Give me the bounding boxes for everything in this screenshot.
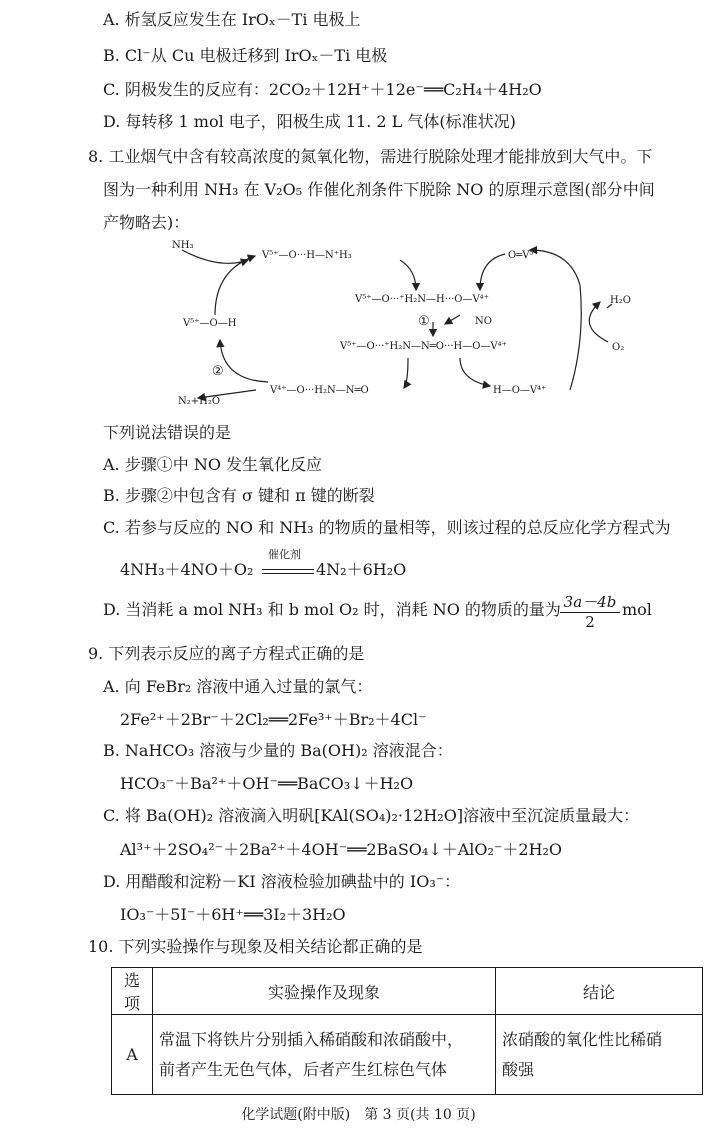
species-6: O═V⁵⁺: [508, 250, 539, 261]
n2-h2o-label: N₂+H₂O: [178, 396, 221, 407]
q9-option-d: D. 用醋酸和淀粉－KI 溶液检验加碘盐中的 IO₃⁻：: [103, 872, 461, 891]
q9-b-equation: HCO₃⁻＋Ba²⁺＋OH⁻══BaCO₃↓＋H₂O: [120, 774, 414, 793]
q9-c-equation: Al³⁺＋2SO₄²⁻＋2Ba²⁺＋4OH⁻══2BaSO₄↓＋AlO₂⁻＋2H₂O: [120, 840, 563, 859]
species-4: V⁴⁺—O···H₂N—N═O: [270, 385, 369, 396]
q8-c-equation-right: 4N₂＋6H₂O: [316, 560, 407, 579]
q8-d-unit: mol: [622, 600, 652, 619]
row-a-option: A: [112, 1015, 153, 1095]
step2-marker: ②: [212, 364, 224, 379]
row-a-operation-line1: 常温下将铁片分别插入稀硝酸和浓硝酸中，: [159, 1029, 464, 1049]
q9-option-c: C. 将 Ba(OH)₂ 溶液滴入明矾[KAl(SO₄)₂·12H₂O]溶液中至沉淀质量最大：: [103, 806, 640, 825]
species-2: V⁵⁺—O···⁺H₂N—H···O—V⁴⁺: [355, 294, 489, 305]
header-conclusion: 结论: [496, 968, 703, 1015]
no-label: NO: [475, 316, 492, 327]
row-a-operation: [153, 1015, 496, 1095]
q10-table: [111, 967, 703, 1095]
q8-c-equation-left: 4NH₃＋4NO＋O₂: [120, 560, 254, 579]
q7-option-d: D. 每转移 1 mol 电子，阳极生成 11. 2 L 气体(标准状况): [103, 112, 516, 131]
species-3: V⁵⁺—O···⁺H₂N—N═O···H—O—V⁴⁺: [340, 341, 507, 352]
q7-option-a: A. 析氢反应发生在 IrOₓ－Ti 电极上: [103, 10, 361, 29]
species-5: V⁵⁺—O—H: [183, 318, 237, 329]
q8-d-fraction: [560, 591, 620, 631]
table-header-row: [112, 968, 703, 1015]
q7-option-c: C. 阴极发生的反应有：2CO₂＋12H⁺＋12e⁻══C₂H₄＋4H₂O: [103, 80, 542, 99]
h2o-label: H₂O: [610, 295, 631, 306]
equals-line-top: [262, 569, 314, 570]
table-row: [112, 1015, 703, 1095]
q8-stem-line2: 图为一种利用 NH₃ 在 V₂O₅ 作催化剂条件下脱除 NO 的原理示意图(部分中间: [103, 180, 655, 199]
fraction-numerator: 3a－4b: [560, 591, 620, 613]
q7-option-b: B. Cl⁻从 Cu 电极迁移到 IrOₓ－Ti 电极: [103, 46, 388, 65]
nh3-label: NH₃: [172, 240, 194, 251]
header-option: 选项: [112, 968, 153, 1015]
q8-stem-line3: 产物略去)：: [103, 213, 190, 232]
q8-ask: 下列说法错误的是: [103, 423, 232, 442]
row-a-conclusion-line2: 酸强: [502, 1059, 535, 1079]
q9-option-a: A. 向 FeBr₂ 溶液中通入过量的氯气：: [103, 677, 373, 696]
q8-stem-line1: 8. 工业烟气中含有较高浓度的氮氧化物，需进行脱除处理才能排放到大气中。下: [88, 147, 653, 166]
o2-label: O₂: [612, 342, 625, 353]
q9-a-equation: 2Fe²⁺＋2Br⁻＋2Cl₂══2Fe³⁺＋Br₂＋4Cl⁻: [120, 710, 427, 729]
fraction-denominator: 2: [585, 613, 595, 631]
equals-line-bottom: [262, 573, 314, 574]
q8-option-b: B. 步骤②中包含有 σ 键和 π 键的断裂: [103, 486, 375, 505]
row-a-conclusion: [496, 1015, 703, 1095]
q9-stem: 9. 下列表示反应的离子方程式正确的是: [88, 644, 365, 663]
step1-marker: ①: [418, 314, 430, 329]
q9-option-b: B. NaHCO₃ 溶液与少量的 Ba(OH)₂ 溶液混合：: [103, 741, 453, 760]
species-7: H—O—V⁴⁺: [493, 385, 547, 396]
q10-stem: 10. 下列实验操作与现象及相关结论都正确的是: [88, 937, 423, 956]
q8-option-a: A. 步骤①中 NO 发生氧化反应: [103, 455, 323, 474]
species-1: V⁵⁺—O···H—N⁺H₃: [262, 250, 352, 261]
catalyst-condition: 催化剂: [268, 548, 301, 561]
q8-option-c: C. 若参与反应的 NO 和 NH₃ 的物质的量相等，则该过程的总反应化学方程式为: [103, 518, 671, 537]
row-a-operation-line2: 前者产生无色气体，后者产生红棕色气体: [159, 1059, 448, 1079]
page-footer: 化学试题(附中版) 第 3 页(共 10 页): [241, 1107, 476, 1123]
header-operation: 实验操作及现象: [153, 968, 496, 1015]
q9-d-equation: IO₃⁻＋5I⁻＋6H⁺══3I₂＋3H₂O: [120, 905, 346, 924]
row-a-conclusion-line1: 浓硝酸的氧化性比稀硝: [502, 1029, 663, 1049]
q8-option-d: D. 当消耗 a mol NH₃ 和 b mol O₂ 时，消耗 NO 的物质的量为: [103, 600, 561, 619]
